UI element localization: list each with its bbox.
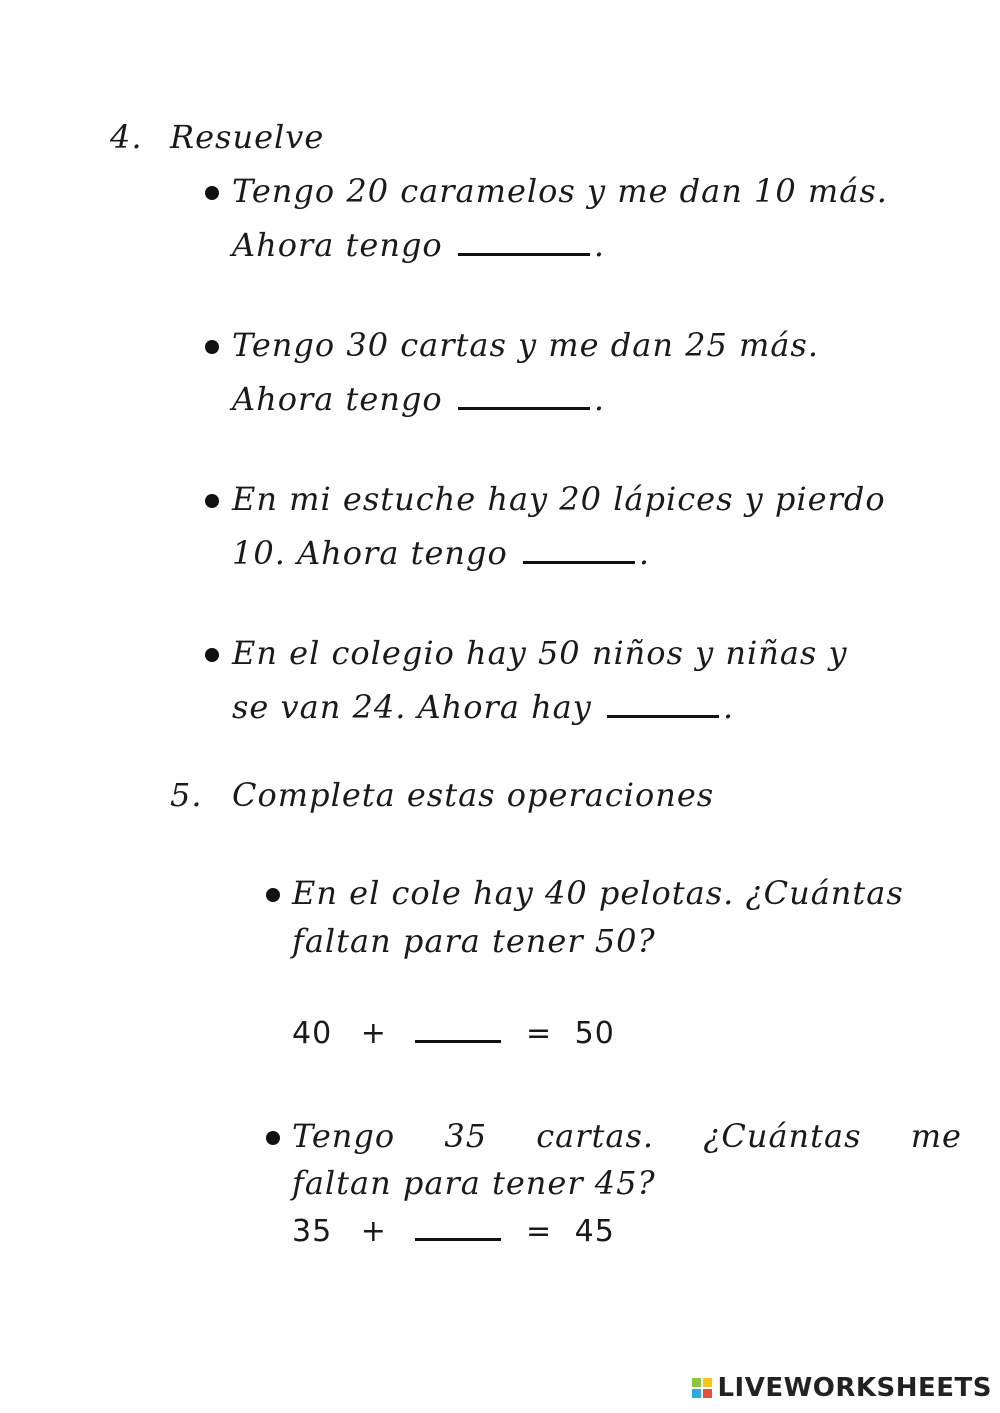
logo-square-yellow (703, 1378, 712, 1387)
section-4-title: Resuelve (170, 118, 325, 156)
addend: 40 (292, 1016, 333, 1051)
operation-1-text: En el cole hay 40 pelotas. ¿Cuántas (292, 874, 904, 912)
section-4-number: 4. (110, 118, 143, 156)
problem-2-answer-line (232, 380, 605, 418)
answer-blank-1[interactable] (458, 252, 590, 256)
answer-blank-3[interactable] (523, 560, 635, 564)
problem-1-answer-line (232, 226, 605, 264)
operation-1-equation (292, 1016, 615, 1051)
result: 45 (574, 1214, 615, 1249)
period: . (593, 380, 606, 418)
addend: 35 (292, 1214, 333, 1249)
bullet (266, 1131, 280, 1145)
operation-1-question: faltan para tener 50? (292, 922, 656, 960)
section-5-number: 5. (170, 776, 203, 814)
period: . (638, 534, 651, 572)
section-5-title: Completa estas operaciones (232, 776, 715, 814)
operation-2-question: faltan para tener 45? (292, 1164, 656, 1202)
problem-2-text: Tengo 30 cartas y me dan 25 más. (232, 326, 819, 364)
plus-sign: + (360, 1214, 387, 1249)
operation-2-equation (292, 1214, 615, 1249)
equals-sign: = (525, 1214, 553, 1249)
logo-squares-icon (692, 1378, 712, 1398)
bullet (205, 648, 219, 662)
liveworksheets-logo[interactable] (692, 1373, 992, 1403)
result: 50 (574, 1016, 615, 1051)
period: . (593, 226, 606, 264)
answer-blank-2[interactable] (458, 406, 590, 410)
operation-2-line: Tengo 35 cartas. ¿Cuántas me (292, 1117, 962, 1155)
logo-text: LIVEWORKSHEETS (717, 1373, 992, 1403)
bullet (205, 186, 219, 200)
operation-blank-2[interactable] (415, 1237, 501, 1241)
logo-square-blue (692, 1389, 701, 1398)
problem-3-answer-line (232, 534, 650, 572)
answer-blank-4[interactable] (607, 714, 719, 718)
problem-4-answer-line (232, 688, 734, 726)
problem-2-prefix: Ahora tengo (232, 380, 443, 418)
problem-4-prefix: se van 24. Ahora hay (232, 688, 592, 726)
problem-1-text: Tengo 20 caramelos y me dan 10 más. (232, 172, 888, 210)
problem-3-text: En mi estuche hay 20 lápices y pierdo (232, 480, 886, 518)
problem-3-prefix: 10. Ahora tengo (232, 534, 508, 572)
problem-4-text: En el colegio hay 50 niños y niñas y (232, 634, 848, 672)
logo-square-red (703, 1389, 712, 1398)
bullet (205, 494, 219, 508)
logo-square-green (692, 1378, 701, 1387)
plus-sign: + (360, 1016, 387, 1051)
operation-blank-1[interactable] (415, 1039, 501, 1043)
equals-sign: = (525, 1016, 553, 1051)
bullet (266, 888, 280, 902)
problem-1-prefix: Ahora tengo (232, 226, 443, 264)
operation-2-text (292, 1117, 962, 1155)
period: . (723, 688, 735, 726)
bullet (205, 340, 219, 354)
